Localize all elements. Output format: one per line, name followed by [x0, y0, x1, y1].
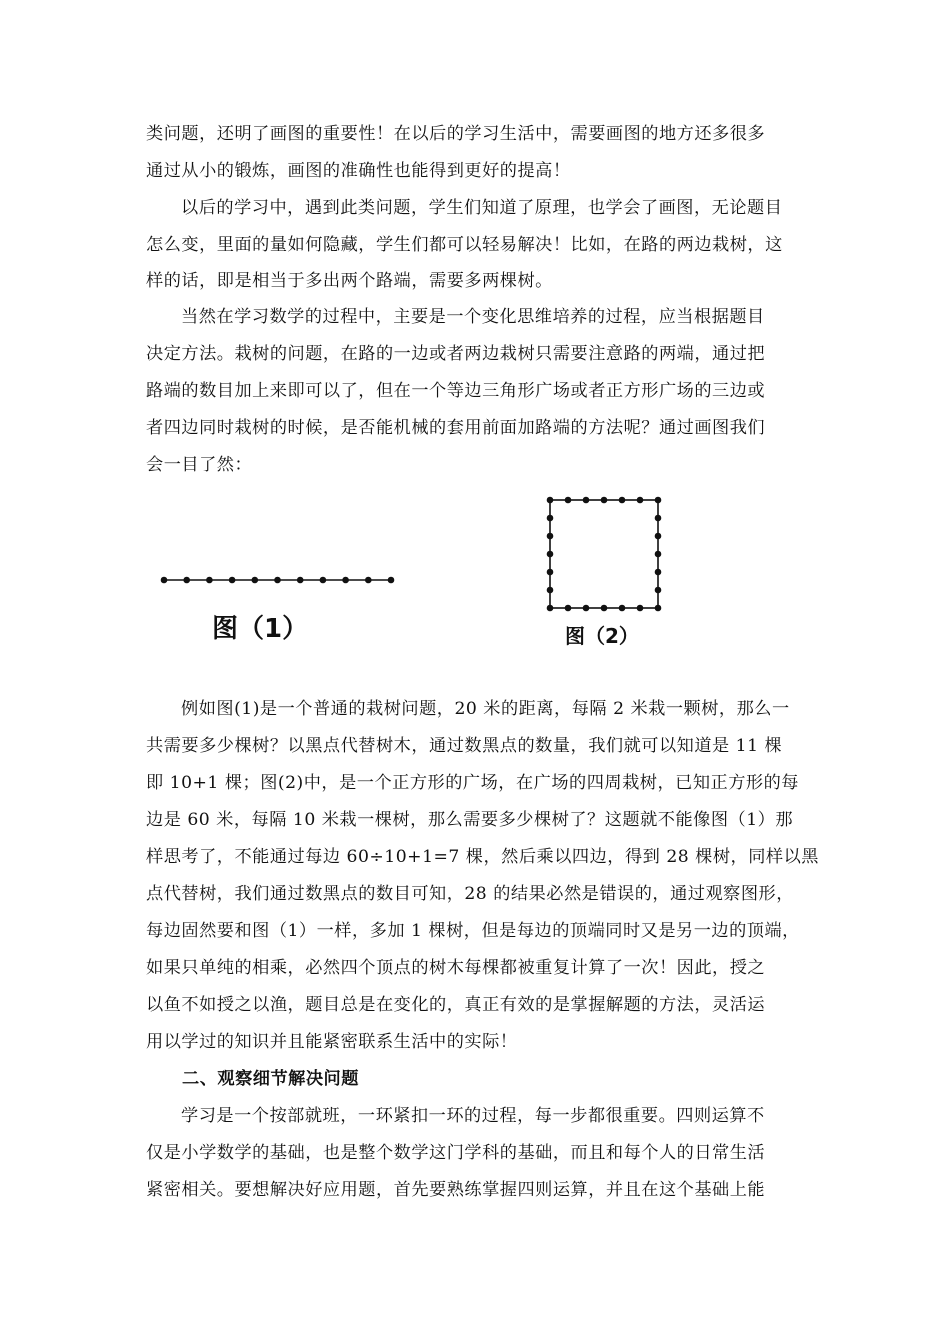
paragraph-line: 通过从小的锻炼，画图的准确性也能得到更好的提高！: [146, 161, 571, 181]
tree-dot: [229, 577, 236, 584]
paragraph-line: 点代替树，我们通过数黑点的数目可知，28 的结果必然是错误的，通过观察图形，: [146, 884, 794, 904]
paragraph-line: 类问题，还明了画图的重要性！在以后的学习生活中，需要画图的地方还多很多: [146, 124, 766, 144]
tree-dot: [274, 577, 281, 584]
paragraph-line: 当然在学习数学的过程中，主要是一个变化思维培养的过程，应当根据题目: [181, 307, 765, 327]
section-heading: 二、观察细节解决问题: [182, 1069, 359, 1089]
tree-dot: [365, 577, 372, 584]
paragraph-line: 样的话，即是相当于多出两个路端，需要多两棵树。: [146, 271, 553, 291]
figure-1-caption: 图（1）: [212, 614, 309, 644]
tree-dot: [637, 497, 644, 504]
figure-2-square-diagram: [540, 490, 670, 618]
tree-dot: [547, 497, 554, 504]
tree-dot: [565, 605, 572, 612]
tree-dot: [637, 605, 644, 612]
tree-dot: [183, 577, 190, 584]
tree-dots: [547, 497, 662, 612]
tree-dot: [565, 497, 572, 504]
paragraph-line: 即 10+1 棵；图(2)中，是一个正方形的广场，在广场的四周栽树，已知正方形的每: [146, 773, 799, 793]
tree-dot: [619, 605, 626, 612]
tree-dot: [547, 515, 554, 522]
paragraph-line: 以鱼不如授之以渔，题目总是在变化的，真正有效的是掌握解题的方法，灵活运: [146, 995, 766, 1015]
tree-dot: [252, 577, 259, 584]
paragraph-line: 学习是一个按部就班，一环紧扣一环的过程，每一步都很重要。四则运算不: [181, 1106, 765, 1126]
tree-dot: [655, 551, 662, 558]
paragraph-line: 边是 60 米，每隔 10 米栽一棵树，那么需要多少棵树了？这题就不能像图（1）那: [146, 810, 794, 830]
tree-dot: [547, 587, 554, 594]
tree-dot: [655, 569, 662, 576]
paragraph-line: 仅是小学数学的基础，也是整个数学这门学科的基础，而且和每个人的日常生活: [146, 1143, 766, 1163]
tree-dot: [388, 577, 395, 584]
tree-dot: [619, 497, 626, 504]
tree-dot: [655, 587, 662, 594]
tree-dot: [655, 605, 662, 612]
tree-dot: [655, 515, 662, 522]
paragraph-line: 会一目了然：: [146, 455, 253, 475]
figure-1-line-diagram: [155, 568, 400, 592]
tree-dot: [161, 577, 168, 584]
tree-dot: [547, 551, 554, 558]
tree-dot: [206, 577, 213, 584]
tree-dot: [601, 497, 608, 504]
paragraph-line: 以后的学习中，遇到此类问题，学生们知道了原理，也学会了画图，无论题目: [181, 198, 783, 218]
tree-dot: [583, 605, 590, 612]
paragraph-line: 紧密相关。要想解决好应用题，首先要熟练掌握四则运算，并且在这个基础上能: [146, 1180, 766, 1200]
paragraph-line: 共需要多少棵树？以黑点代替树木，通过数黑点的数量，我们就可以知道是 11 棵: [146, 736, 783, 756]
paragraph-line: 如果只单纯的相乘，必然四个顶点的树木每棵都被重复计算了一次！因此，授之: [146, 958, 766, 978]
paragraph-line: 每边固然要和图（1）一样，多加 1 棵树，但是每边的顶端同时又是另一边的顶端，: [146, 921, 800, 941]
paragraph-line: 怎么变，里面的量如何隐藏，学生们都可以轻易解决！比如，在路的两边栽树，这: [146, 235, 783, 255]
tree-dot: [655, 533, 662, 540]
square-outline: [550, 500, 658, 608]
tree-dot: [547, 605, 554, 612]
paragraph-line: 样思考了，不能通过每边 60÷10+1=7 棵，然后乘以四边，得到 28 棵树，同样以黑: [146, 847, 819, 867]
figure-2-caption: 图（2）: [565, 624, 639, 648]
tree-dot: [320, 577, 327, 584]
tree-dot: [547, 533, 554, 540]
tree-dot: [583, 497, 590, 504]
tree-dot: [297, 577, 304, 584]
paragraph-line: 者四边同时栽树的时候，是否能机械的套用前面加路端的方法呢？通过画图我们: [146, 418, 766, 438]
tree-dot: [547, 569, 554, 576]
paragraph-line: 例如图(1)是一个普通的栽树问题，20 米的距离，每隔 2 米栽一颗树，那么一: [181, 699, 790, 719]
paragraph-line: 决定方法。栽树的问题，在路的一边或者两边栽树只需要注意路的两端，通过把: [146, 344, 766, 364]
tree-dot: [601, 605, 608, 612]
tree-dot: [655, 497, 662, 504]
paragraph-line: 用以学过的知识并且能紧密联系生活中的实际！: [146, 1032, 518, 1052]
tree-dot: [342, 577, 349, 584]
paragraph-line: 路端的数目加上来即可以了，但在一个等边三角形广场或者正方形广场的三边或: [146, 381, 766, 401]
